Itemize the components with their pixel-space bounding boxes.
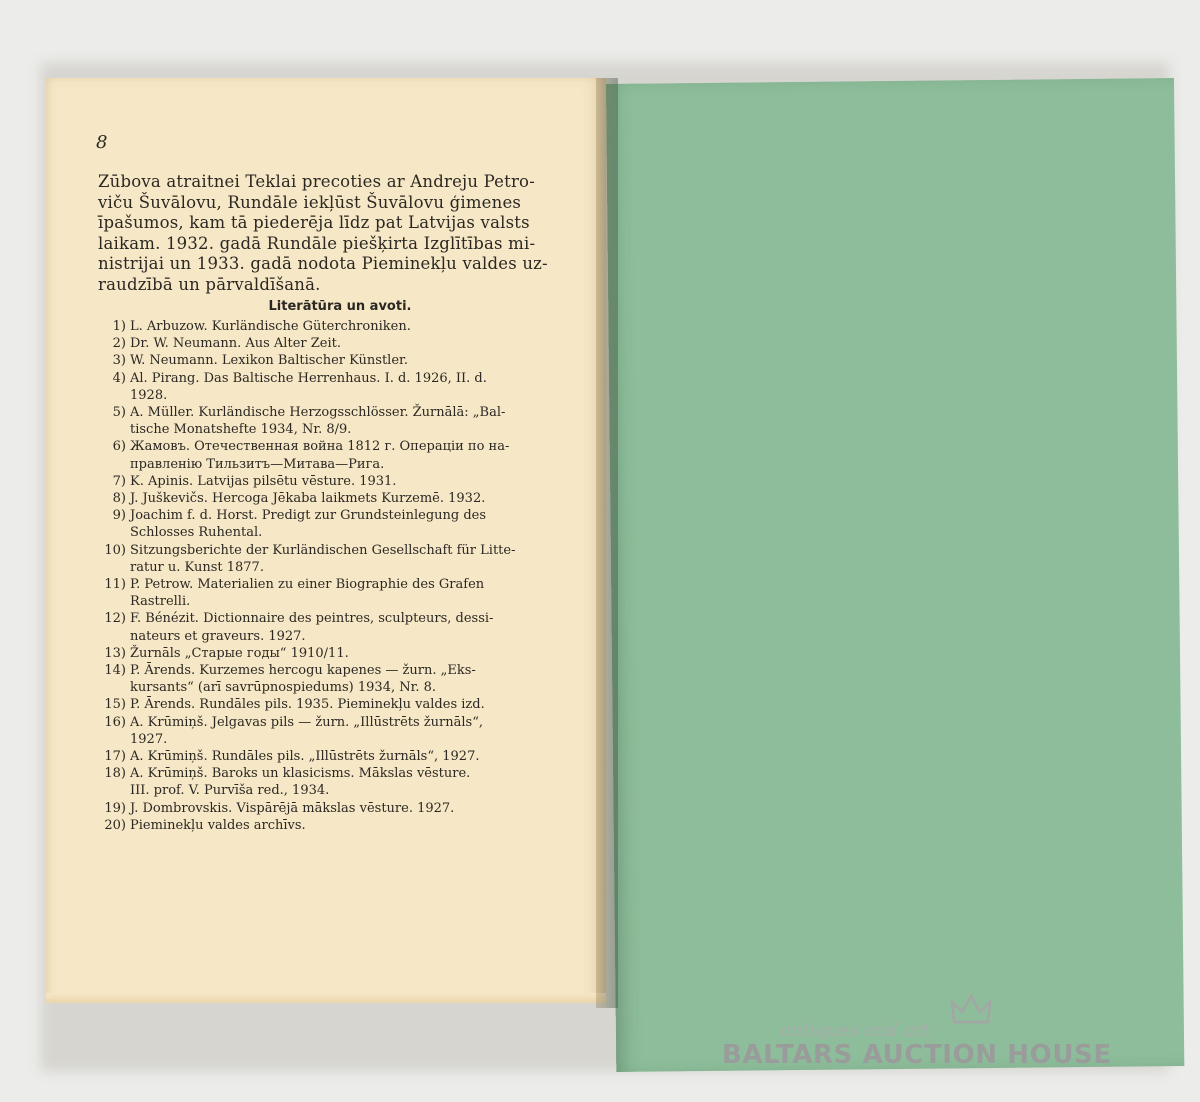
reference-text: 1927. [130, 731, 168, 747]
reference-item [90, 817, 580, 834]
reference-item [90, 800, 580, 817]
reference-text: Жамовъ. Отечественная война 1812 г. Операціи по на- [130, 439, 510, 455]
reference-item [90, 318, 580, 335]
reference-item [90, 542, 580, 576]
reference-number: 1) [112, 319, 126, 334]
reference-item [90, 490, 580, 507]
reference-number: 8) [112, 491, 126, 507]
reference-text: Schlosses Ruhental. [130, 525, 263, 541]
page-number: 8 [96, 132, 108, 153]
reference-text: F. Bénézit. Dictionnaire des peintres, sculpteurs, dessi- [130, 611, 494, 627]
reference-text: Pieminekļu valdes archīvs. [130, 817, 306, 833]
reference-text: Dr. W. Neumann. Aus Alter Zeit. [130, 336, 341, 352]
reference-item [90, 645, 580, 662]
reference-item [90, 404, 580, 438]
reference-item [90, 662, 580, 696]
reference-text: Sitzungsberichte der Kurländischen Gesellschaft für Litte- [130, 542, 516, 558]
reference-text: A. Krūmiņš. Baroks un klasicisms. Mākslas vēsture. [130, 766, 471, 782]
crown-icon [950, 994, 992, 1030]
reference-text: A. Müller. Kurländische Herzogsschlösser. Žurnālā: „Bal- [130, 405, 506, 421]
reference-number: 13) [104, 645, 126, 661]
body-line: laikam. 1932. gadā Rundāle piešķirta Izglītības mi- [98, 233, 536, 253]
reference-item [90, 765, 580, 799]
reference-text: tische Monatshefte 1934, Nr. 8/9. [130, 422, 352, 438]
reference-item [90, 610, 580, 644]
reference-number: 7) [112, 473, 126, 489]
reference-text: ratur u. Kunst 1877. [130, 559, 264, 575]
reference-text: L. Arbuzow. Kurländische Güterchroniken. [130, 319, 411, 334]
watermark-tagline: antiques and art [780, 1020, 931, 1041]
reference-number: 6) [112, 439, 126, 455]
reference-text: A. Krūmiņš. Rundāles pils. „Illūstrēts žurnāls“, 1927. [130, 749, 480, 765]
reference-number: 11) [104, 577, 126, 593]
reference-text: J. Juškevičs. Hercoga Jēkaba laikmets Kurzemē. 1932. [130, 491, 486, 507]
page-edge [46, 993, 606, 1003]
body-line: nistrijai un 1933. gadā nodota Pieminekļu valdes uz- [98, 254, 548, 273]
watermark [722, 1020, 1122, 1092]
reference-number: 9) [112, 508, 126, 524]
reference-number: 14) [104, 663, 126, 679]
body-paragraph [98, 172, 568, 295]
reference-text: A. Krūmiņš. Jelgavas pils — žurn. „Illūstrēts žurnāls“, [130, 714, 483, 730]
reference-text: P. Ārends. Kurzemes hercogu kapenes — žurn. „Eks- [130, 663, 476, 679]
reference-text: J. Dombrovskis. Vispārējā mākslas vēsture. 1927. [130, 800, 455, 816]
reference-text: Al. Pirang. Das Baltische Herrenhaus. I. d. 1926, II. d. [130, 370, 487, 386]
body-line: īpašumos, kam tā piederēja līdz pat Latvijas valsts [98, 213, 530, 232]
reference-number: 4) [112, 370, 126, 386]
reference-item [90, 370, 580, 404]
reference-number: 18) [104, 766, 126, 782]
book-spine [596, 78, 618, 1008]
green-cover-page [606, 78, 1184, 1072]
reference-text: правленію Тильзитъ—Митава—Рига. [130, 456, 385, 472]
reference-number: 12) [104, 611, 126, 627]
reference-text: K. Apinis. Latvijas pilsētu vēsture. 1931. [130, 473, 397, 489]
watermark-name: BALTARS AUCTION HOUSE [722, 1040, 1112, 1070]
reference-item [90, 438, 580, 472]
reference-text: 1928. [130, 387, 168, 403]
reference-list [90, 318, 580, 834]
reference-number: 2) [112, 336, 126, 352]
reference-text: III. prof. V. Purvīša red., 1934. [130, 783, 330, 799]
body-line: raudzībā un pārvaldīšanā. [98, 274, 321, 294]
reference-text: Rastrelli. [130, 594, 191, 610]
literature-heading: Literātūra un avoti. [268, 299, 412, 314]
reference-number: 17) [104, 749, 126, 765]
reference-text: P. Petrow. Materialien zu einer Biographie des Grafen [130, 577, 485, 593]
reference-text: Žurnāls „Старые годы“ 1910/11. [130, 645, 349, 661]
reference-number: 15) [104, 697, 126, 713]
reference-number: 3) [112, 353, 126, 369]
reference-item [90, 473, 580, 490]
reference-item [90, 748, 580, 765]
reference-item [90, 507, 580, 541]
reference-text: kursants“ (arī savrūpnospiedums) 1934, Nr. 8. [130, 680, 437, 696]
reference-number: 5) [112, 405, 126, 421]
body-line: viču Šuvālovu, Rundāle iekļūst Šuvālovu ģimenes [98, 192, 522, 212]
reference-item [90, 576, 580, 610]
reference-item [90, 335, 580, 352]
reference-number: 19) [104, 800, 126, 816]
reference-number: 20) [104, 817, 126, 833]
reference-text: nateurs et graveurs. 1927. [130, 628, 306, 644]
reference-item [90, 352, 580, 369]
reference-item [90, 696, 580, 713]
body-line: Zūbova atraitnei Teklai precoties ar Andreju Petro- [98, 172, 535, 191]
reference-text: W. Neumann. Lexikon Baltischer Künstler. [130, 353, 408, 369]
reference-text: P. Ārends. Rundāles pils. 1935. Pieminekļu valdes izd. [130, 697, 485, 713]
reference-number: 10) [104, 542, 126, 558]
reference-item [90, 714, 580, 748]
reference-text: Joachim f. d. Horst. Predigt zur Grundsteinlegung des [130, 508, 487, 524]
reference-number: 16) [104, 714, 126, 730]
